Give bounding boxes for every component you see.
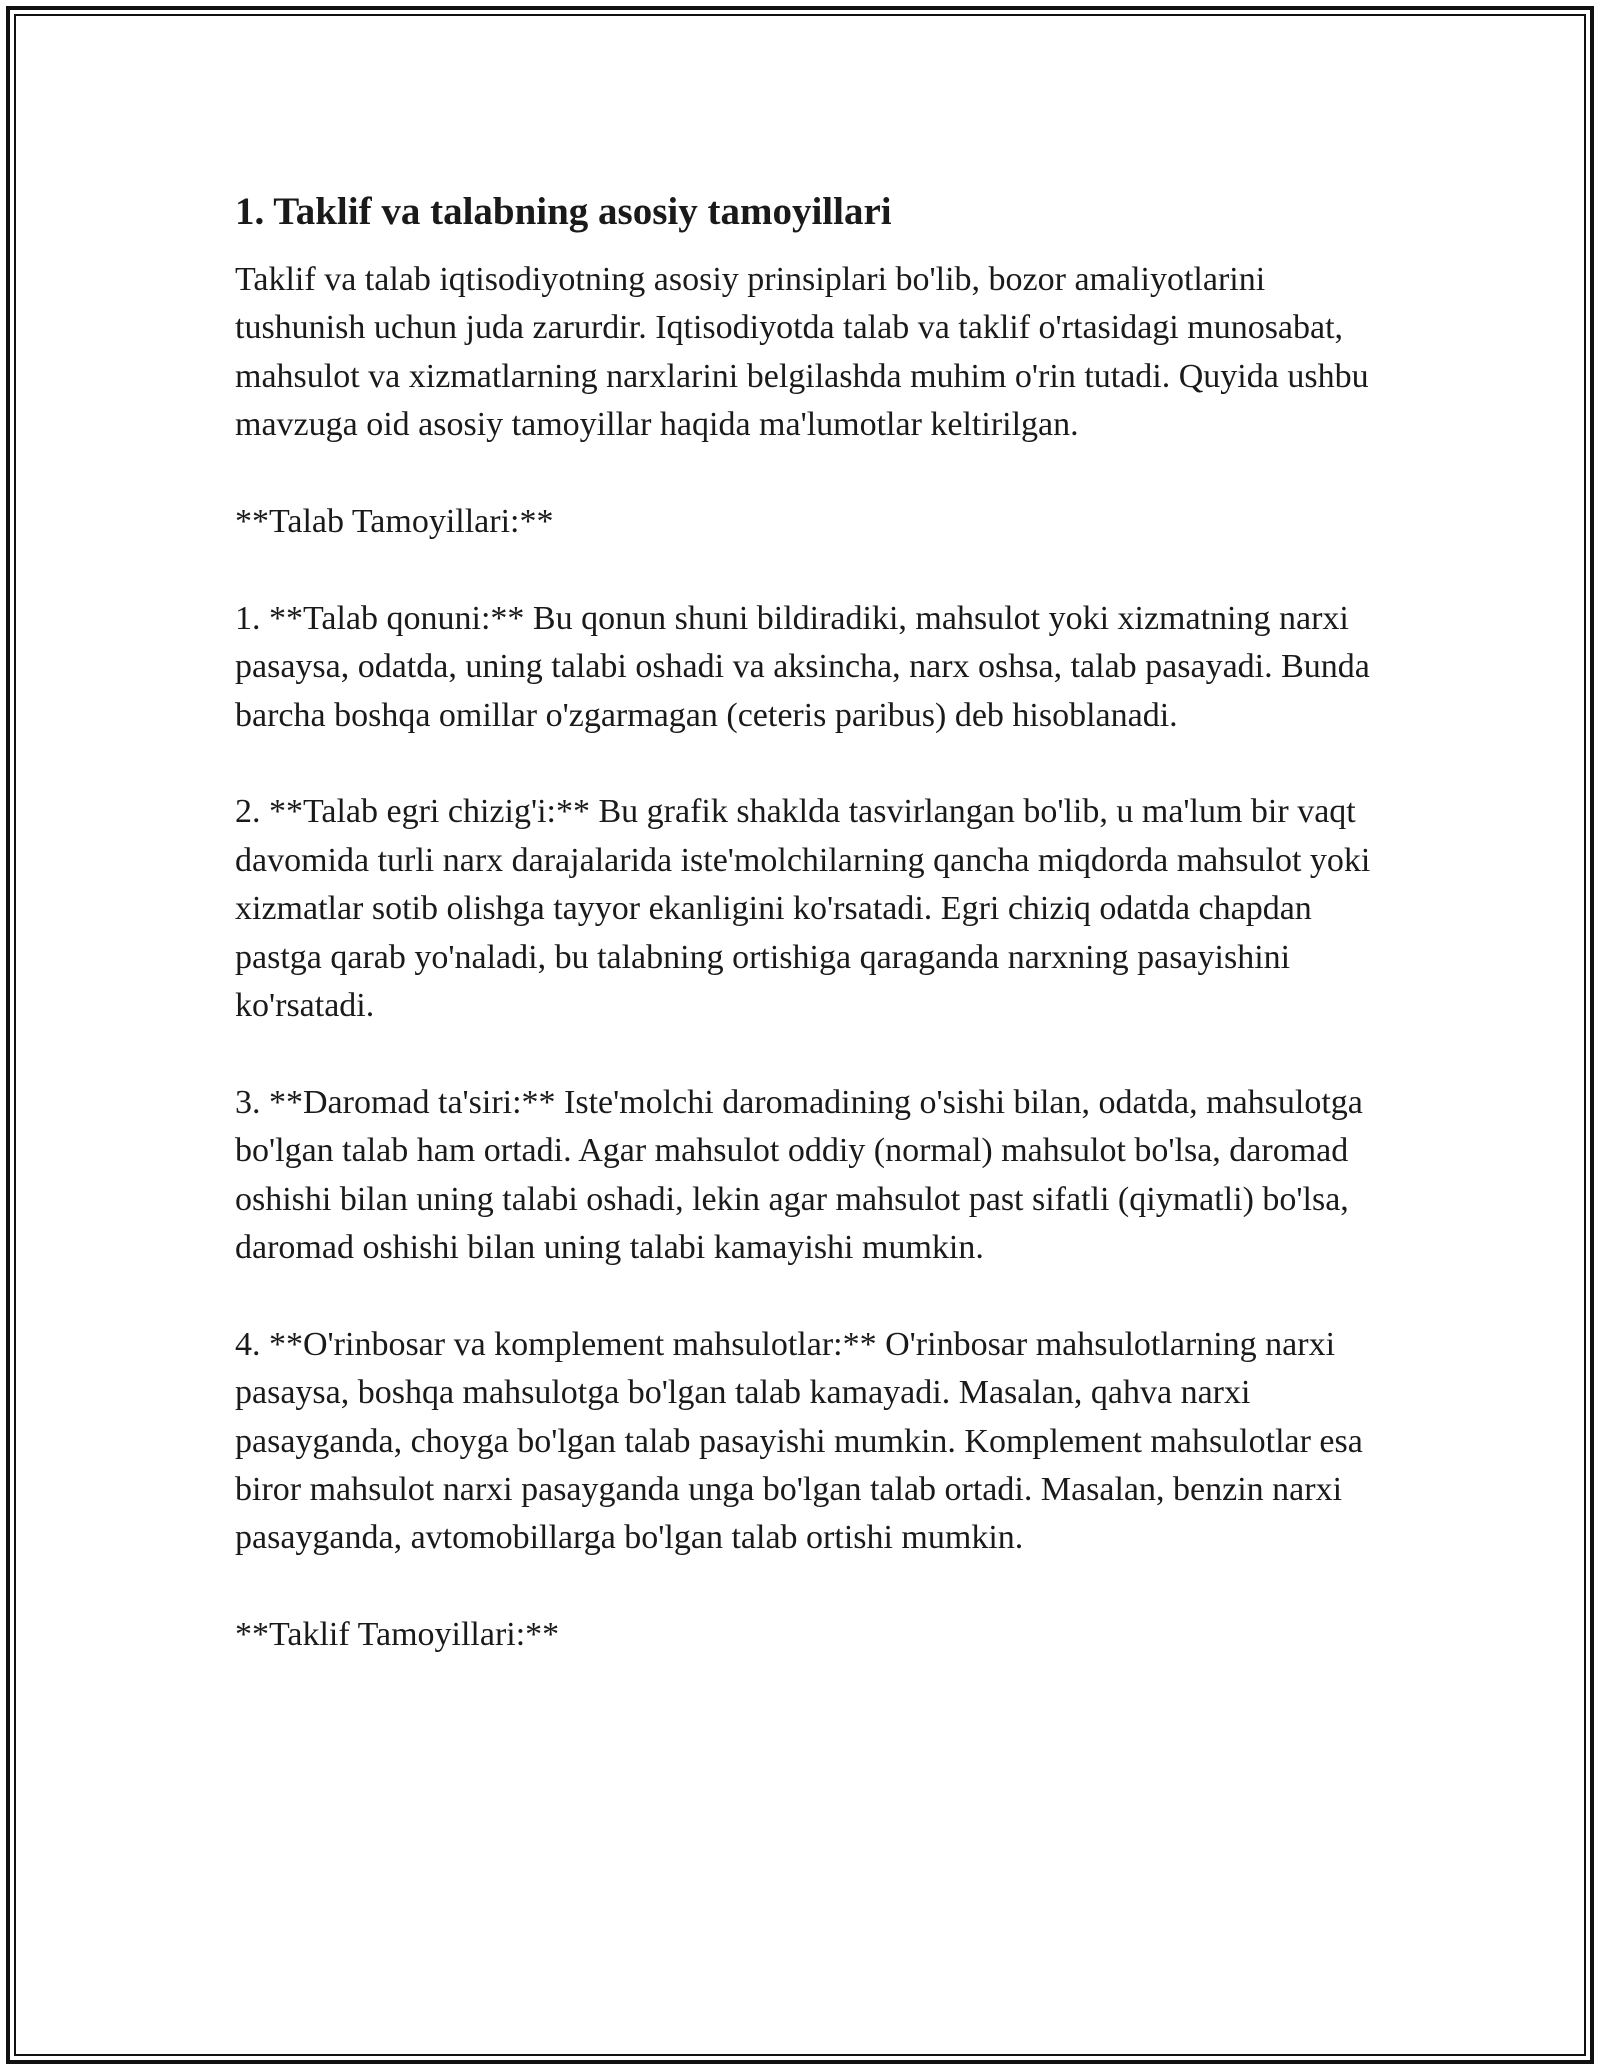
demand-principles-heading: **Talab Tamoyillari:** [235,503,554,541]
supply-principles-heading: **Taklif Tamoyillari:** [235,1616,560,1654]
document-body [235,186,1385,1708]
substitute-complement-paragraph: 4. **O'rinbosar va komplement mahsulotlar:** O'rinbosar mahsulotlarning narxi pasaysa, boshqa mahsulotga bo'lgan talab kamayadi. Masalan, qahva narxi pasayganda, choyga bo'lgan talab pasayishi mumkin. Komplement mahsulotlar esa biror mahsulot narxi pasayganda unga bo'lgan talab ortadi. Masalan, benzin narxi pasayganda, avtomobillarga bo'lgan talab ortishi mumkin. [235,1325,1363,1557]
intro-paragraph: Taklif va talab iqtisodiyotning asosiy prinsiplari bo'lib, bozor amaliyotlarini tushunish uchun juda zarurdir. Iqtisodiyotda talab va taklif o'rtasidagi munosabat, mahsulot va xizmatlarning narxlarini belgilashda muhim o'rin tutadi. Quyida ushbu mavzuga oid asosiy tamoyillar haqida ma'lumotlar keltirilgan. [235,261,1369,444]
income-effect-paragraph: 3. **Daromad ta'siri:** Iste'molchi daromadining o'sishi bilan, odatda, mahsulotga bo'lgan talab ham ortadi. Agar mahsulot oddiy (normal) mahsulot bo'lsa, daromad oshishi bilan uning talabi oshadi, lekin agar mahsulot past sifatli (qiymatli) bo'lsa, daromad oshishi bilan uning talabi kamayishi mumkin. [235,1083,1363,1267]
section-title: 1. Taklif va talabning asosiy tamoyillari [235,190,892,233]
demand-curve-paragraph: 2. **Talab egri chizig'i:** Bu grafik shaklda tasvirlangan bo'lib, u ma'lum bir vaqt davomida turli narx darajalarida iste'molchilarning qancha miqdorda mahsulot yoki xizmatlar sotib olishga tayyor ekanligini ko'rsatadi. Egri chiziq odatda chapdan pastga qarab yo'naladi, bu talabning ortishiga qaraganda narxning pasayishini ko'rsatadi. [235,793,1371,1025]
demand-law-paragraph: 1. **Talab qonuni:** Bu qonun shuni bildiradiki, mahsulot yoki xizmatning narxi pasaysa, odatda, uning talabi oshadi va aksincha, narx oshsa, talab pasayadi. Bunda barcha boshqa omillar o'zgarmagan (ceteris paribus) deb hisoblanadi. [235,599,1370,734]
